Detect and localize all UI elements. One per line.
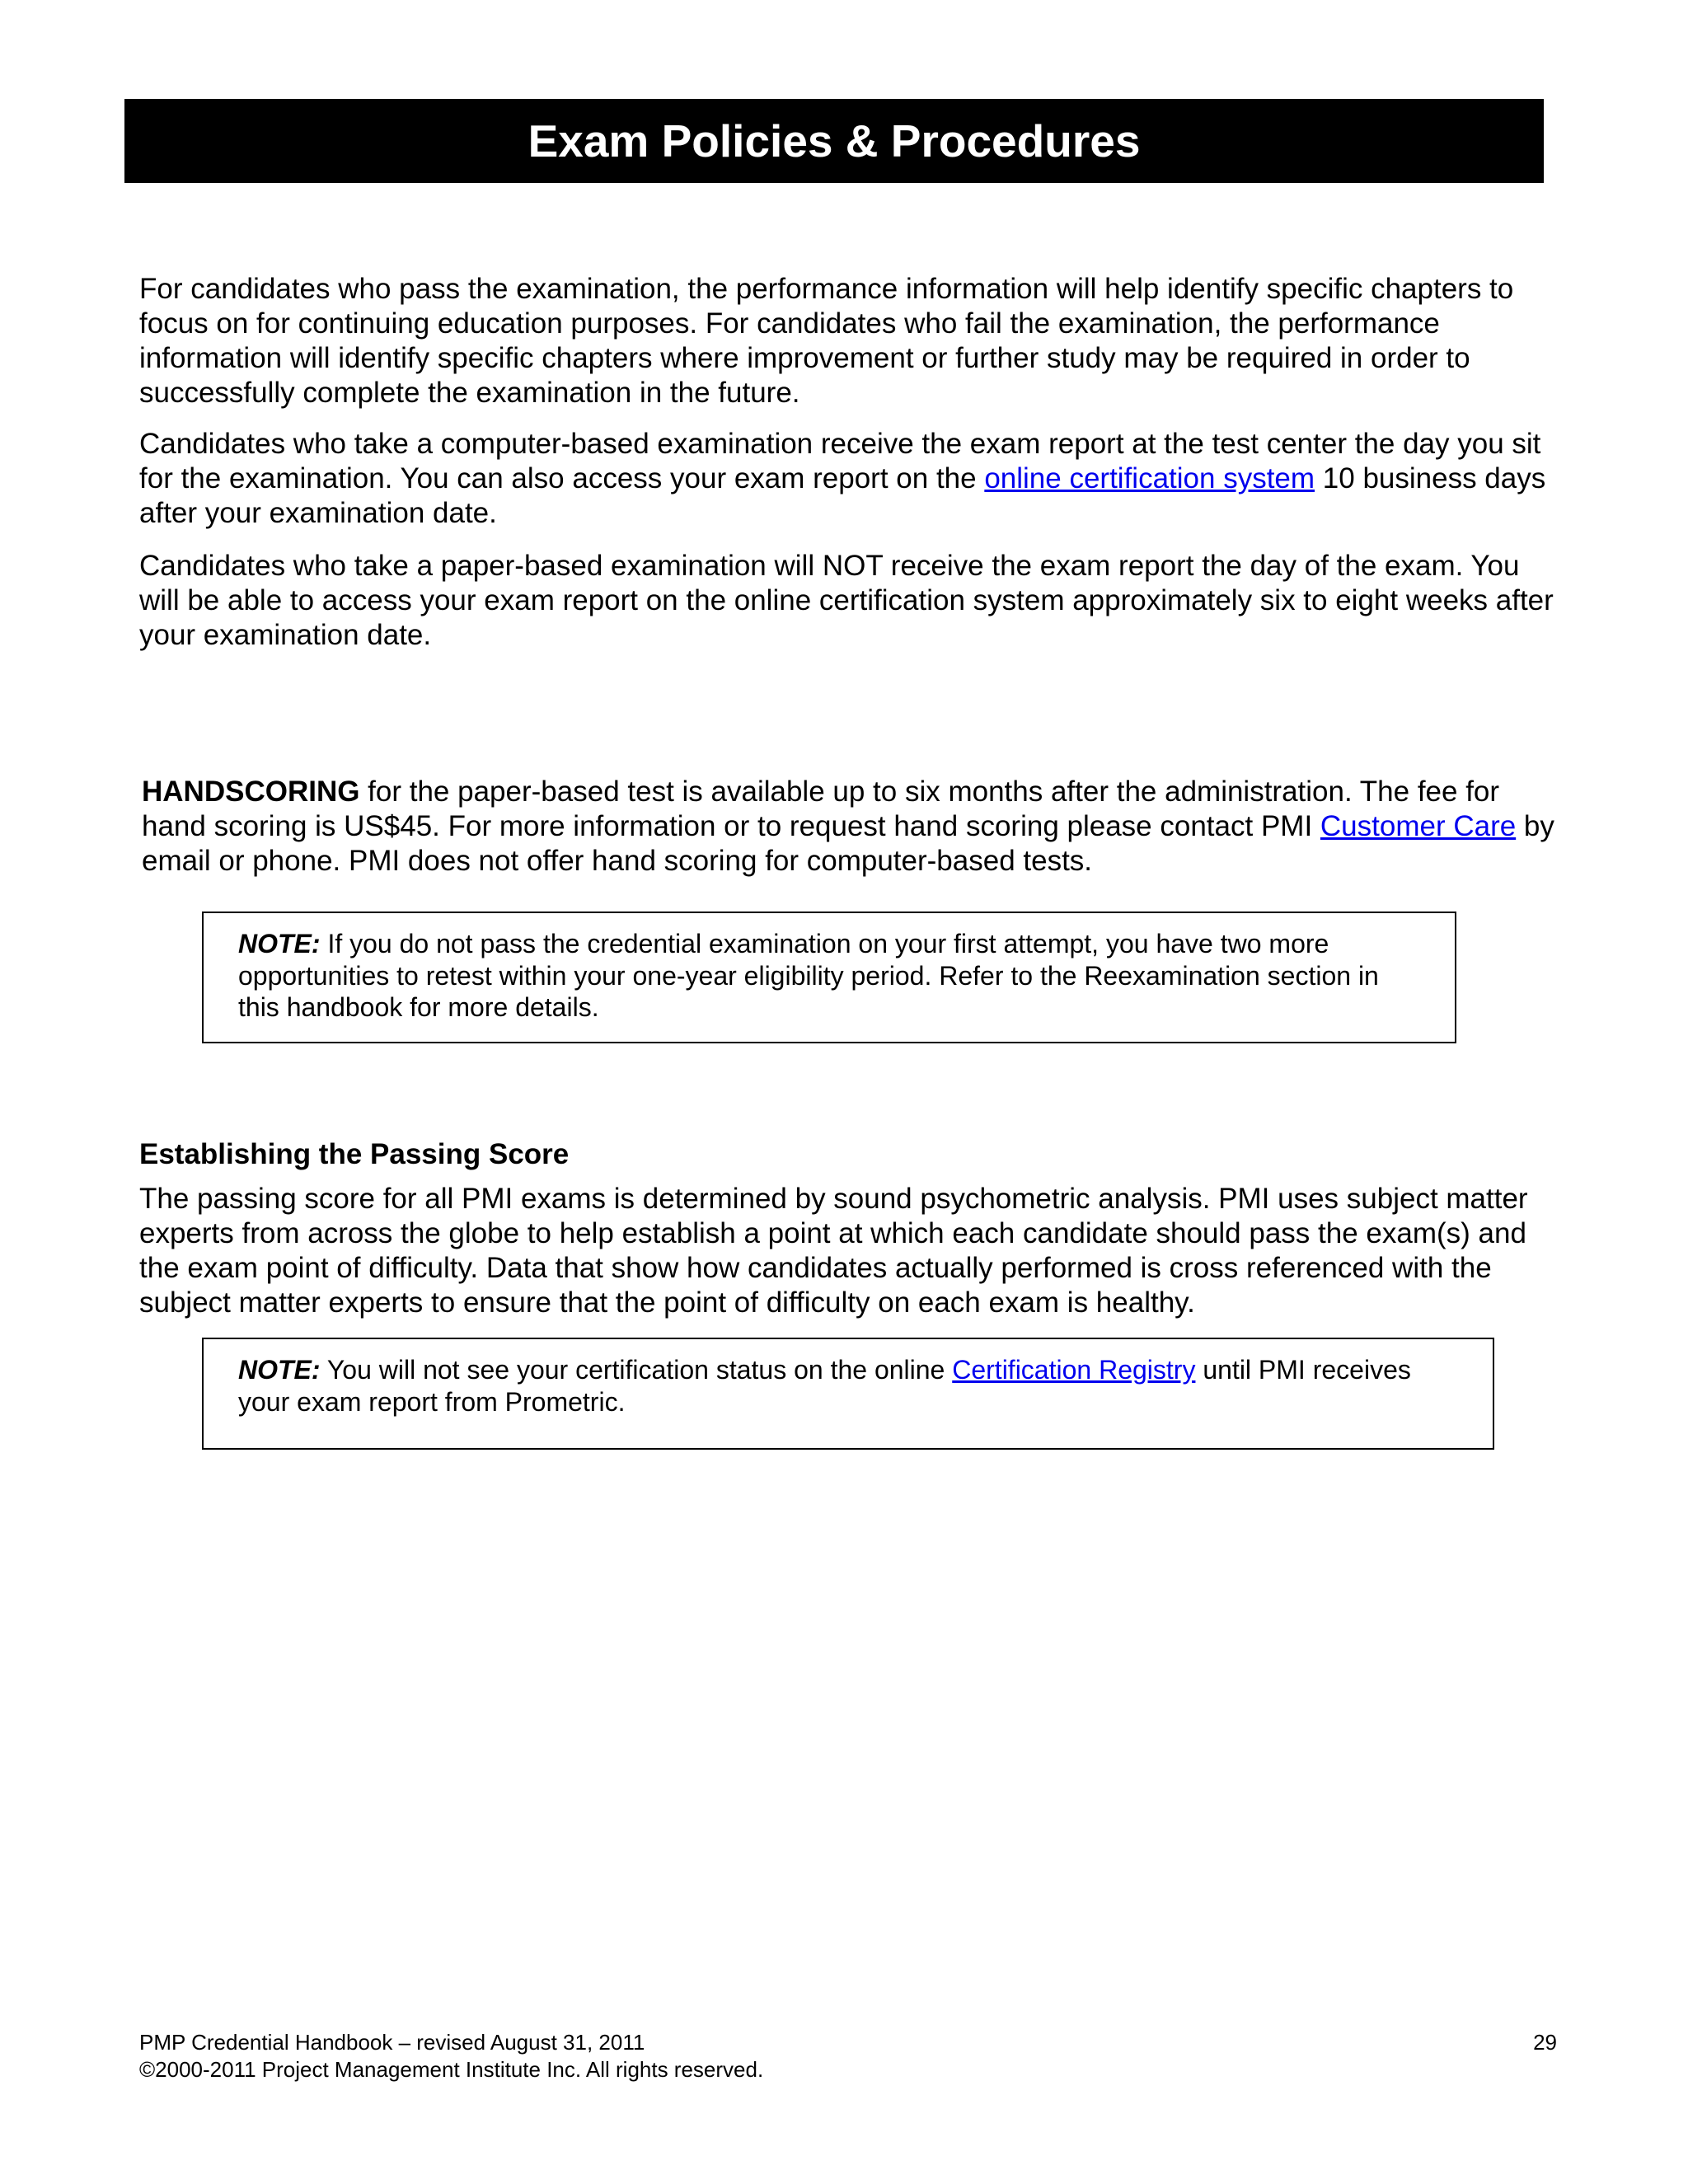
note-label: NOTE:: [238, 1355, 321, 1385]
hand-scoring-text-2: by email or phone. PMI does not offer hand scoring for computer-based tests.: [142, 810, 1554, 877]
registry-note-text-2: until PMI receives your exam report from Prometric.: [238, 1355, 1411, 1417]
page-banner: [124, 99, 1544, 183]
retest-note-text: If you do not pass the credential examination on your first attempt, you have two more opportunities to retest within your one-year eligibility period. Refer to the Reexamination section in this handbook for more details.: [238, 929, 1379, 1022]
certification-registry-link[interactable]: Certification Registry: [952, 1355, 1196, 1385]
passing-score-heading: Establishing the Passing Score: [139, 1138, 570, 1170]
online-certification-system-link[interactable]: online certification system: [984, 462, 1315, 494]
passing-score-paragraph: The passing score for all PMI exams is determined by sound psychometric analysis. PMI uses subject matter experts from across the globe to help establish a point at which each candidate should pass the exam(s) and the exam point of difficulty. Data that show how candidates actually performed is cross referenced with the subject matter experts to ensure that the point of difficulty on each exam is healthy.: [139, 1183, 1528, 1319]
page-number: 29: [1533, 2030, 1557, 2055]
registry-note-box: [202, 1338, 1494, 1450]
hand-scoring-label: HANDSCORING: [142, 776, 360, 808]
computer-based-paragraph: [139, 427, 1557, 531]
customer-care-link[interactable]: Customer Care: [1320, 810, 1517, 842]
cbt-text-before: Candidates who take a computer-based examination receive the exam report at the test center the day you sit for the examination. You can also access your exam report on the: [139, 428, 1541, 494]
cbt-text-after: 10 business days after your examination date.: [139, 462, 1546, 529]
page-footer: [139, 2029, 1557, 2083]
retest-note-box: [202, 912, 1456, 1043]
registry-note-text-1: You will not see your certification status on the online: [320, 1355, 953, 1385]
note-label: NOTE:: [238, 929, 321, 958]
hand-scoring-paragraph: [142, 775, 1559, 879]
performance-info-paragraph: For candidates who pass the examination, the performance information will help identify specific chapters to focus on for continuing education purposes. For candidates who fail the examination, the performance information will identify specific chapters where improvement or further study may be required in order to successfully complete the examination in the future.: [139, 273, 1514, 409]
hand-scoring-text-1: for the paper-based test is available up to six months after the administration. The fee for hand scoring is US$45. For more information or to request hand scoring please contact PMI: [142, 776, 1500, 842]
footer-copyright: ©2000-2011 Project Management Institute Inc. All rights reserved.: [139, 2057, 764, 2082]
footer-revision: PMP Credential Handbook – revised August 31, 2011: [139, 2030, 645, 2055]
page-title: Exam Policies & Procedures: [528, 115, 1141, 166]
paper-based-paragraph: Candidates who take a paper-based examination will NOT receive the exam report the day of the exam. You will be able to access your exam report on the online certification system approximately six to eight weeks after your examination date.: [139, 550, 1554, 651]
